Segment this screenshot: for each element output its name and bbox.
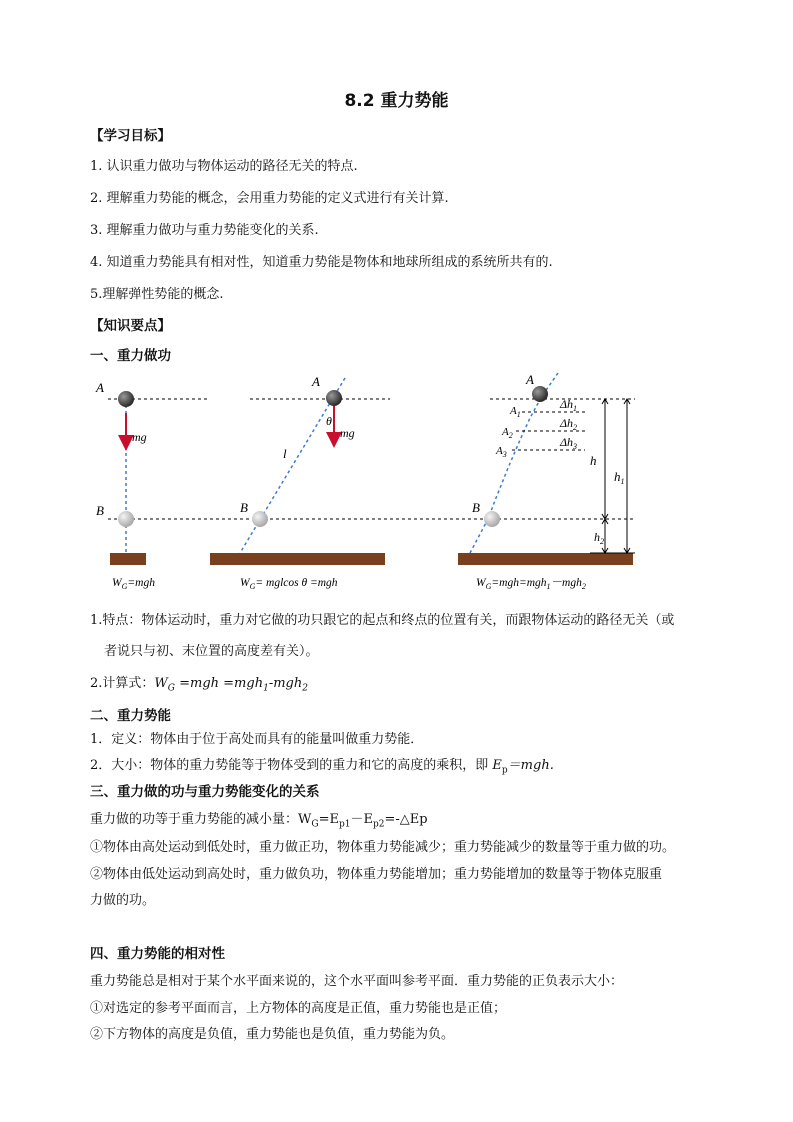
page-title: 8.2 重力势能 [344, 91, 449, 111]
objective-4: 4. 知道重力势能具有相对性，知道重力势能是物体和地球所组成的系统所共有的. [90, 255, 553, 270]
label-B-1: B [96, 503, 104, 518]
gravity-work-figure [90, 368, 690, 598]
label-B-2: B [240, 500, 248, 515]
heading-relativity: 四、重力势能的相对性 [90, 946, 225, 962]
label-A2: $A_2$ [502, 426, 513, 440]
ball-B-1 [118, 511, 134, 527]
ball-A-3 [532, 386, 548, 402]
ground-3 [458, 553, 633, 565]
label-A3: $A_3$ [496, 445, 507, 459]
relation-formula: 重力做的功等于重力势能的减小量：$W_G=E_{p1}-E_{p2}=-\triangle Ep$ [90, 812, 428, 830]
heading-gravity-work: 一、重力做功 [90, 348, 171, 364]
definition-line: 1．定义：物体由于位于高处而具有的能量叫做重力势能． [90, 732, 424, 747]
label-l: l [283, 446, 287, 461]
label-h1: $h_1$ [614, 469, 625, 486]
ball-B-3 [484, 511, 500, 527]
label-A-3: A [526, 372, 534, 387]
relativity-item-2: ②下方物体的高度是负值，重力势能也是负值，重力势能为负。 [90, 1027, 455, 1042]
caption-1: $W_G=mgh$ [112, 577, 155, 591]
relativity-intro: 重力势能总是相对于某个水平面来说的，这个水平面叫参考平面．重力势能的正负表示大小： [90, 974, 624, 989]
heading-potential-energy: 二、重力势能 [90, 708, 171, 724]
label-h: h [590, 453, 597, 468]
feature-line-1: 1.特点：物体运动时，重力对它做的功只跟它的起点和终点的位置有关，而跟物体运动的路径无关（或 [90, 613, 675, 628]
feature-line-2: 者说只与初、末位置的高度差有关）。 [104, 644, 319, 659]
ground-2 [210, 553, 385, 565]
ball-A-2 [326, 390, 342, 406]
label-dh1: $\Delta h_1$ [560, 397, 578, 413]
relation-item-1: ①物体由高处运动到低处时，重力做正功，物体重力势能减少；重力势能减少的数量等于重力做的功。 [90, 840, 676, 855]
label-dh2: $\Delta h_2$ [560, 416, 578, 432]
label-h2: $h_2$ [594, 530, 604, 546]
relation-item-2-line-1: ②物体由低处运动到高处时，重力做负功，物体重力势能增加；重力势能增加的数量等于物体克服重 [90, 867, 663, 882]
heading-work-energy-relation: 三、重力做的功与重力势能变化的关系 [90, 784, 320, 800]
relation-item-2-line-2: 力做的功。 [90, 893, 156, 908]
label-theta: θ [326, 414, 332, 428]
label-mg-2: mg [340, 426, 355, 440]
relativity-item-1: ①对选定的参考平面而言，上方物体的高度是正值，重力势能也是正值； [90, 1001, 507, 1016]
ground-1 [110, 553, 146, 565]
label-mg-1: mg [132, 430, 147, 444]
section-objectives-heading: 【学习目标】 [90, 128, 171, 144]
label-A-1: A [96, 380, 104, 395]
label-B-3: B [472, 500, 480, 515]
label-A-2: A [312, 374, 320, 389]
label-dh3: $\Delta h_3$ [560, 435, 578, 451]
objective-1: 1. 认识重力做功与物体运动的路径无关的特点. [90, 159, 358, 174]
caption-2: $W_G= mglcos$ θ =mgh [240, 577, 338, 591]
label-A1: $A_1$ [510, 405, 521, 419]
objective-2: 2. 理解重力势能的概念，会用重力势能的定义式进行有关计算. [90, 191, 449, 206]
section-key-points-heading: 【知识要点】 [90, 318, 171, 334]
ball-A-1 [118, 391, 134, 407]
ball-B-2 [252, 511, 268, 527]
objective-5: 5.理解弹性势能的概念. [90, 287, 224, 302]
caption-3: $W_G=mgh=mgh_1-mgh_2$ [476, 577, 586, 591]
objective-3: 3. 理解重力做功与重力势能变化的关系. [90, 223, 319, 238]
magnitude-line: 2．大小：物体的重力势能等于物体受到的重力和它的高度的乘积，即 $E_p=mgh$. [90, 758, 554, 776]
formula-line: 2.计算式：$W_G =mgh =mgh_1-mgh_2$ [90, 676, 308, 694]
